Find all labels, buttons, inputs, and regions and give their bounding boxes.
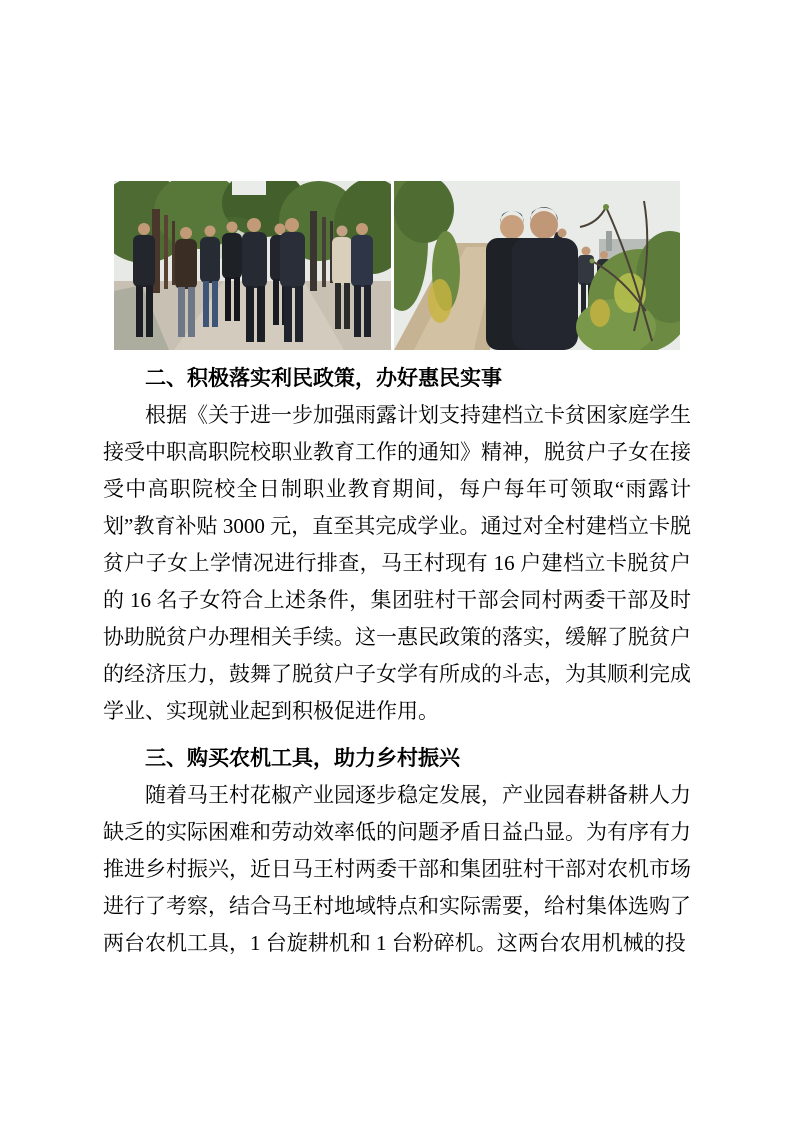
photos-row [114,181,680,350]
paragraph-yulu-education-subsidy: 根据《关于进一步加强雨露计划支持建档立卡贫困家庭学生接受中职高职院校职业教育工作的通知》精神，脱贫户子女在接受中高职院校全日制职业教育期间，每户每年可领取“雨露计划”教育补贴 3000 元，直至其完成学业。通过对全村建档立卡脱贫户子女上学情况进行排查，马王村现有 16 户建档立卡脱贫户的 16 名子女符合上述条件，集团驻村干部会同村两委干部及时协助脱贫户办理相关手续。这一惠民政策的落实，缓解了脱贫户的经济压力，鼓舞了脱贫户子女学有所成的斗志，为其顺利完成学业、实现就业起到积极促进作用。 [103,403,691,723]
photo-inspecting-pepper-garden [394,181,680,350]
paragraph-farm-machinery-purchase: 随着马王村花椒产业园逐步稳定发展，产业园春耕备耕人力缺乏的实际困难和劳动效率低的问题矛盾日益凸显。为有序有力推进乡村振兴，近日马王村两委干部和集团驻村干部对农机市场进行了考察，结合马王村地域特点和实际需要，给村集体选购了两台农机工具，1 台旋耕机和 1 台粉碎机。这两台农用机械的投 [103,783,691,955]
photo-group-at-village-gate [114,181,391,350]
photo-inspecting-pepper-garden-illustration [394,181,680,350]
section-heading-benefit-policy: 二、积极落实利民政策，办好惠民实事 [145,367,502,390]
document-body [103,360,691,962]
section-heading-farm-tools: 三、购买农机工具，助力乡村振兴 [145,747,460,770]
photo-group-at-village-gate-illustration [114,181,391,350]
